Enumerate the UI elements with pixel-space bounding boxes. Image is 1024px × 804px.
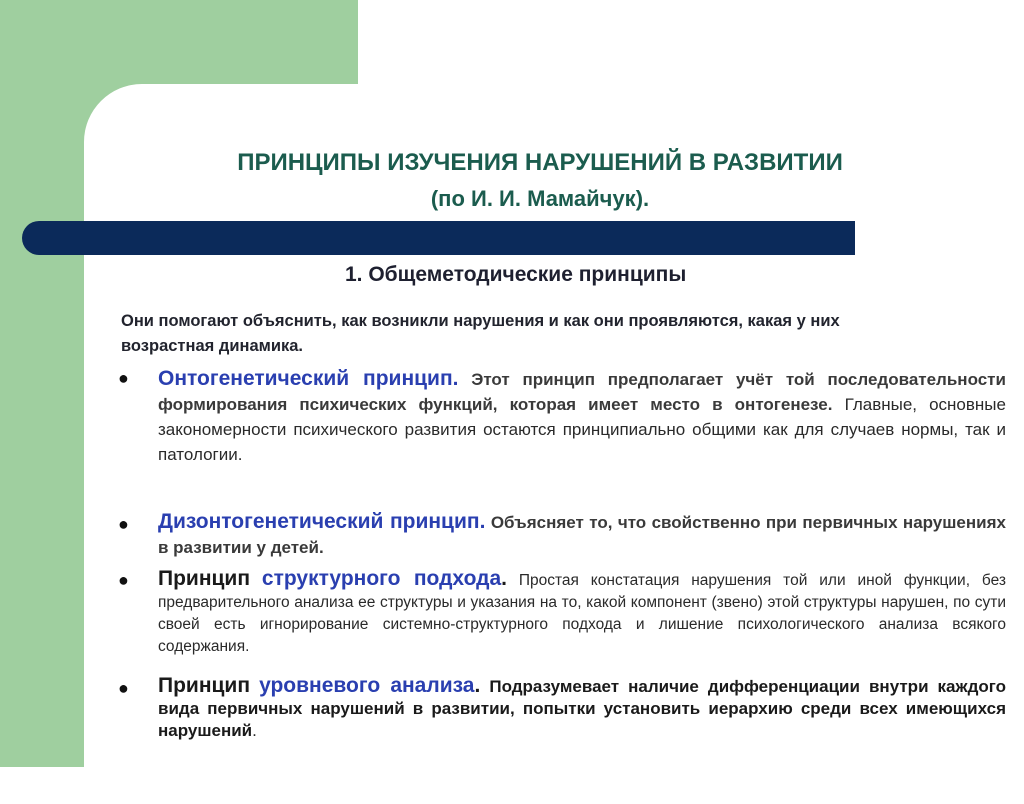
principle-term-prefix: Принцип <box>158 567 251 590</box>
intro-text: Они помогают объяснить, как возникли нарушения и как они проявляются, какая у них возрастная динамика. <box>121 312 840 355</box>
bullet-icon: ● <box>118 570 129 590</box>
principle-text: Простая констатация нарушения той или иной функции, без предварительного анализа ее структуры и указания на то, какой компонент (звено) этой структуры нарушен, по сути своей есть игнорирование системно-структурного подхода и лишение психологического анализа всякого содержания. <box>158 572 1006 655</box>
slide-title-author: (по И. И. Мамайчук). <box>430 186 650 211</box>
title-divider-bar <box>22 221 855 255</box>
principle-term-prefix: Принцип <box>158 674 251 697</box>
principle-text: Главные, основные закономерности психического развития остаются принципиально общими как для случаев нормы, так и патологии. <box>158 395 1006 464</box>
principle-term: Онтогенетический принцип. <box>158 367 459 390</box>
bullet-icon: ● <box>118 678 129 698</box>
section-heading: 1. Общеметодические принципы <box>345 263 687 286</box>
principle-item-ontogenetic <box>158 366 1006 467</box>
principle-bold-text: Этот принцип предполагает учёт той последовательности формирования психических функций, которая имеет место в онтогенезе. <box>158 370 1006 414</box>
principle-bold-text: Подразумевает наличие дифференциации внутри каждого вида первичных нарушений в развитии, попытки установить иерархию среди всех имеющихся нарушений <box>158 677 1006 740</box>
principle-item-level-analysis <box>158 675 1006 742</box>
principle-term-suffix: . <box>474 674 481 697</box>
bullet-icon: ● <box>118 368 129 388</box>
principle-term-suffix: . <box>501 567 507 590</box>
slide-title: ПРИНЦИПЫ ИЗУЧЕНИЯ НАРУШЕНИЙ В РАЗВИТИИ <box>237 149 843 176</box>
principle-item-structural <box>158 568 1006 658</box>
bullet-icon: ● <box>118 514 129 534</box>
principle-term: Дизонтогенетический принцип. <box>158 510 486 533</box>
principle-item-dysontogenetic <box>158 509 1006 560</box>
principle-term: структурного подхода <box>261 567 502 590</box>
principle-bold-text: Объясняет то, что свойственно при первичных нарушениях в развитии у детей. <box>158 513 1006 557</box>
principle-term: уровневого анализа <box>259 674 475 697</box>
principle-text-suffix: . <box>252 721 257 740</box>
